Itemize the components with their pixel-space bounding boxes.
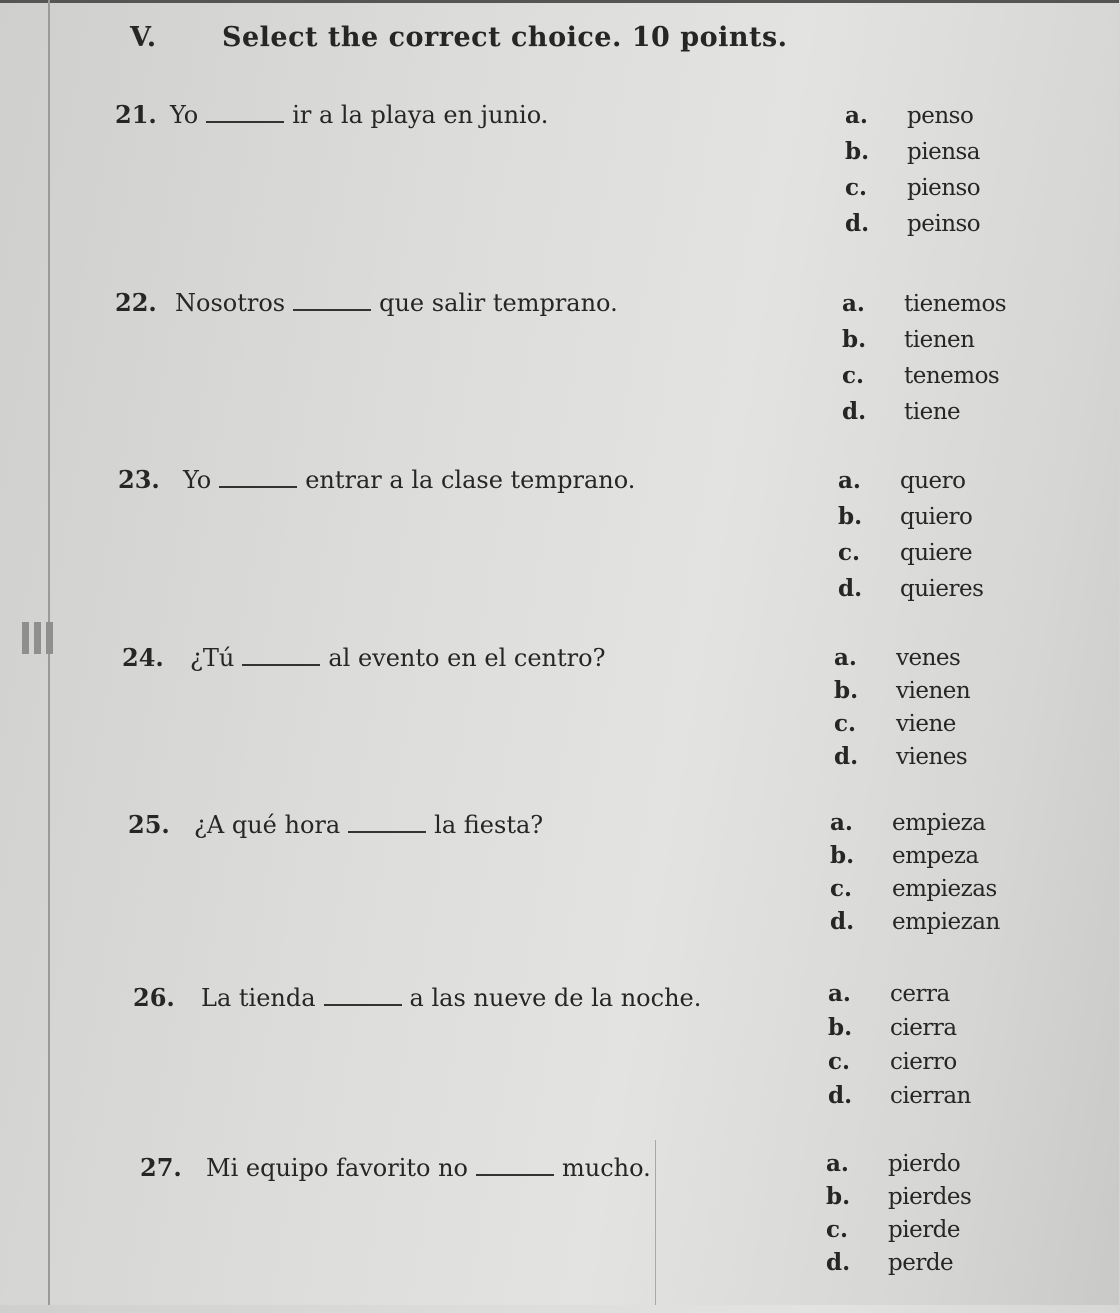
choice-d[interactable]: d. peinso — [845, 210, 981, 237]
question-text — [115, 100, 548, 129]
question-number: 26. — [133, 983, 175, 1012]
section-instruction: Select the correct choice. 10 points. — [222, 22, 788, 53]
choice-a[interactable]: a. cerra — [828, 980, 950, 1007]
choice-list — [842, 286, 1006, 430]
question-21 — [0, 100, 1119, 260]
question-text — [118, 465, 635, 494]
choice-d[interactable]: d. empiezan — [830, 908, 1000, 935]
section-number: V. — [130, 22, 157, 53]
choice-a[interactable]: a. pierdo — [826, 1150, 961, 1177]
choice-b[interactable]: b. quiero — [838, 503, 973, 530]
choice-d[interactable]: d. cierran — [828, 1082, 971, 1109]
answer-blank[interactable] — [293, 305, 371, 311]
question-before-blank: La tienda — [201, 984, 316, 1012]
question-number: 22. — [115, 288, 157, 317]
answer-blank[interactable] — [206, 117, 284, 123]
question-before-blank: Mi equipo favorito no — [206, 1154, 468, 1182]
choice-c[interactable]: c. viene — [834, 710, 956, 737]
question-23 — [0, 465, 1119, 625]
question-text — [140, 1153, 651, 1182]
question-number: 25. — [128, 810, 170, 839]
question-before-blank: ¿Tú — [190, 644, 235, 672]
choice-c[interactable]: c. pienso — [845, 174, 981, 201]
choice-a[interactable]: a. quero — [838, 467, 966, 494]
answer-blank[interactable] — [324, 1000, 402, 1006]
choice-a[interactable]: a. empieza — [830, 809, 986, 836]
question-number: 24. — [122, 643, 164, 672]
choice-b[interactable]: b. cierra — [828, 1014, 957, 1041]
question-after-blank: que salir temprano. — [379, 289, 618, 317]
question-24 — [0, 643, 1119, 803]
question-before-blank: ¿A qué hora — [194, 811, 341, 839]
choice-c[interactable]: c. quiere — [838, 539, 973, 566]
choice-c[interactable]: c. cierro — [828, 1048, 957, 1075]
question-text — [128, 810, 543, 839]
question-26 — [0, 980, 1119, 1143]
choice-b[interactable]: b. pierdes — [826, 1183, 972, 1210]
question-27 — [0, 1150, 1119, 1313]
question-after-blank: al evento en el centro? — [328, 644, 606, 672]
question-before-blank: Yo — [183, 466, 212, 494]
choice-list — [845, 98, 980, 242]
question-number: 27. — [140, 1153, 182, 1182]
question-text — [115, 288, 618, 317]
choice-list — [826, 1147, 971, 1279]
question-text — [133, 983, 701, 1012]
choice-d[interactable]: d. quieres — [838, 575, 984, 602]
question-after-blank: entrar a la clase temprano. — [305, 466, 636, 494]
question-22 — [0, 288, 1119, 448]
choice-a[interactable]: a. penso — [845, 102, 974, 129]
choice-list — [838, 463, 983, 607]
choice-c[interactable]: c. pierde — [826, 1216, 961, 1243]
question-number: 23. — [118, 465, 160, 494]
choice-b[interactable]: b. empeza — [830, 842, 979, 869]
choice-b[interactable]: b. vienen — [834, 677, 971, 704]
question-before-blank: Yo — [170, 101, 199, 129]
question-after-blank: la fiesta? — [434, 811, 544, 839]
choice-list — [834, 641, 970, 773]
choice-d[interactable]: d. tiene — [842, 398, 961, 425]
choice-list — [830, 806, 1000, 938]
choice-b[interactable]: b. piensa — [845, 138, 981, 165]
top-border-line — [0, 0, 1119, 3]
answer-blank[interactable] — [348, 827, 426, 833]
choice-a[interactable]: a. venes — [834, 644, 961, 671]
question-text — [122, 643, 605, 672]
question-after-blank: mucho. — [562, 1154, 651, 1182]
choice-d[interactable]: d. perde — [826, 1249, 954, 1276]
choice-b[interactable]: b. tienen — [842, 326, 975, 353]
choice-c[interactable]: c. empiezas — [830, 875, 997, 902]
choice-d[interactable]: d. vienes — [834, 743, 968, 770]
answer-blank[interactable] — [476, 1170, 554, 1176]
choice-list — [828, 977, 971, 1113]
answer-blank[interactable] — [219, 482, 297, 488]
question-before-blank: Nosotros — [175, 289, 286, 317]
answer-blank[interactable] — [242, 660, 320, 666]
question-after-blank: a las nueve de la noche. — [409, 984, 702, 1012]
question-after-blank: ir a la playa en junio. — [292, 101, 549, 129]
question-25 — [0, 810, 1119, 970]
question-number: 21. — [115, 100, 157, 129]
choice-c[interactable]: c. tenemos — [842, 362, 1000, 389]
section-title — [130, 22, 788, 53]
choice-a[interactable]: a. tienemos — [842, 290, 1007, 317]
